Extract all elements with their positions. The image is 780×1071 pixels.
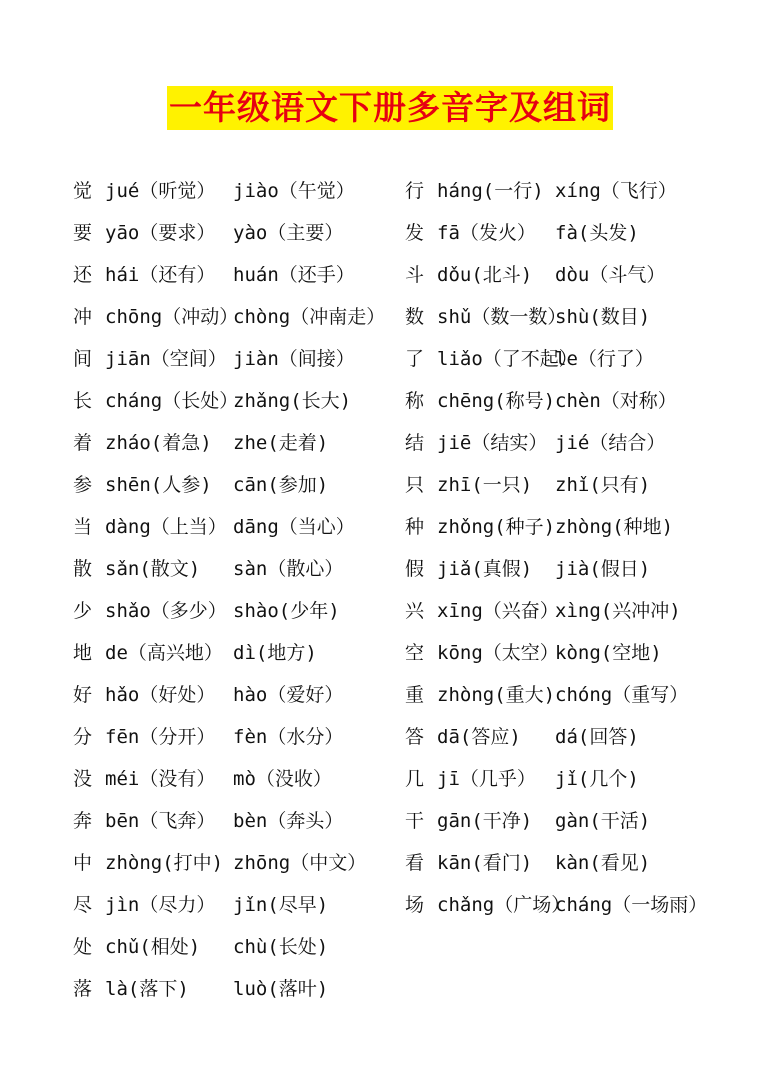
entry-character: 好 bbox=[73, 684, 93, 706]
char-entry bbox=[73, 800, 344, 842]
reading-two: jǐn(尽早) bbox=[233, 894, 329, 916]
char-entry bbox=[73, 842, 367, 884]
entry-character: 要 bbox=[73, 222, 93, 244]
char-entry bbox=[73, 548, 344, 590]
reading-two: chèn（对称） bbox=[555, 390, 677, 412]
entry-character: 行 bbox=[405, 180, 425, 202]
entry-character: 长 bbox=[73, 390, 93, 412]
reading-two: fèn（水分） bbox=[233, 726, 344, 748]
reading-one: jìn（尽力） bbox=[105, 894, 216, 916]
reading-one: yāo（要求） bbox=[105, 222, 216, 244]
reading-one: fā（发火） bbox=[437, 222, 536, 244]
char-entry bbox=[73, 212, 344, 254]
reading-one: shēn(人参) bbox=[105, 474, 212, 496]
entry-character: 落 bbox=[73, 978, 93, 1000]
reading-two: zhǐ(只有) bbox=[555, 474, 651, 496]
reading-two: jiào（午觉） bbox=[233, 180, 355, 202]
char-entry bbox=[73, 254, 355, 296]
entry-character: 种 bbox=[405, 516, 425, 538]
entry-character: 中 bbox=[73, 852, 93, 874]
entry-character: 空 bbox=[405, 642, 425, 664]
char-entry bbox=[73, 926, 329, 968]
reading-one: jué（听觉） bbox=[105, 180, 216, 202]
reading-one: dā(答应) bbox=[437, 726, 521, 748]
entry-character: 发 bbox=[405, 222, 425, 244]
reading-two: luò(落叶) bbox=[233, 978, 329, 1000]
char-entry bbox=[405, 254, 666, 296]
char-entry bbox=[405, 506, 674, 548]
reading-two: jiàn（间接） bbox=[233, 348, 355, 370]
reading-two: zhōng（中文） bbox=[233, 852, 367, 874]
entry-character: 斗 bbox=[405, 264, 425, 286]
reading-one: kān(看门) bbox=[437, 852, 533, 874]
reading-two: yào（主要） bbox=[233, 222, 344, 244]
reading-one: fēn（分开） bbox=[105, 726, 216, 748]
entry-character: 重 bbox=[405, 684, 425, 706]
entry-character: 分 bbox=[73, 726, 93, 748]
char-entry bbox=[405, 842, 651, 884]
char-entry bbox=[405, 800, 651, 842]
reading-one: zhòng(重大) bbox=[437, 684, 556, 706]
reading-one: liǎo（了不起） bbox=[437, 348, 578, 370]
reading-two: jià(假日) bbox=[555, 558, 651, 580]
reading-two: zhòng(种地) bbox=[555, 516, 674, 538]
reading-two: cān(参加) bbox=[233, 474, 329, 496]
reading-one: dàng（上当） bbox=[105, 516, 227, 538]
reading-one: jiē（结实） bbox=[437, 432, 548, 454]
char-entry bbox=[405, 380, 677, 422]
reading-two: zhǎng(长大) bbox=[233, 390, 352, 412]
reading-two: dāng（当心） bbox=[233, 516, 355, 538]
entry-character: 奔 bbox=[73, 810, 93, 832]
char-entry bbox=[73, 674, 344, 716]
entry-character: 着 bbox=[73, 432, 93, 454]
char-entry bbox=[405, 758, 639, 800]
reading-one: kōng（太空） bbox=[437, 642, 559, 664]
reading-two: cháng（一场雨） bbox=[555, 894, 708, 916]
entry-character: 结 bbox=[405, 432, 425, 454]
entry-character: 间 bbox=[73, 348, 93, 370]
entry-character: 答 bbox=[405, 726, 425, 748]
reading-one: méi（没有） bbox=[105, 768, 216, 790]
char-entry bbox=[73, 338, 355, 380]
reading-one: sǎn(散文) bbox=[105, 558, 201, 580]
reading-one: zháo(着急) bbox=[105, 432, 212, 454]
entry-character: 场 bbox=[405, 894, 425, 916]
char-entry bbox=[73, 422, 329, 464]
entry-character: 少 bbox=[73, 600, 93, 622]
char-entry bbox=[405, 674, 689, 716]
entry-character: 觉 bbox=[73, 180, 93, 202]
reading-one: chǎng（广场） bbox=[437, 894, 571, 916]
reading-one: xīng（兴奋） bbox=[437, 600, 559, 622]
entry-character: 称 bbox=[405, 390, 425, 412]
reading-two: shào(少年) bbox=[233, 600, 340, 622]
entry-character: 假 bbox=[405, 558, 425, 580]
reading-one: de（高兴地） bbox=[105, 642, 223, 664]
char-entry bbox=[405, 716, 639, 758]
reading-two: dá(回答) bbox=[555, 726, 639, 748]
entry-character: 还 bbox=[73, 264, 93, 286]
reading-two: chóng（重写） bbox=[555, 684, 689, 706]
entry-character: 几 bbox=[405, 768, 425, 790]
reading-two: xíng（飞行） bbox=[555, 180, 677, 202]
reading-two: kòng(空地) bbox=[555, 642, 662, 664]
page-title: 一年级语文下册多音字及组词 bbox=[167, 86, 613, 130]
reading-two: le（行了） bbox=[555, 348, 654, 370]
char-entry bbox=[405, 464, 651, 506]
left-column bbox=[73, 170, 386, 1010]
char-entry bbox=[405, 632, 662, 674]
char-entry bbox=[73, 590, 340, 632]
reading-two: zhe(走着) bbox=[233, 432, 329, 454]
reading-two: chù(长处) bbox=[233, 936, 329, 958]
reading-one: là(落下) bbox=[105, 978, 189, 1000]
entry-character: 干 bbox=[405, 810, 425, 832]
reading-one: hǎo（好处） bbox=[105, 684, 216, 706]
entry-character: 当 bbox=[73, 516, 93, 538]
reading-two: jié（结合） bbox=[555, 432, 666, 454]
char-entry bbox=[73, 884, 329, 926]
reading-one: jī（几乎） bbox=[437, 768, 536, 790]
reading-two: kàn(看见) bbox=[555, 852, 651, 874]
entry-character: 兴 bbox=[405, 600, 425, 622]
reading-two: gàn(干活) bbox=[555, 810, 651, 832]
char-entry bbox=[405, 338, 654, 380]
char-entry bbox=[405, 884, 708, 926]
char-entry bbox=[405, 590, 681, 632]
reading-one: jiǎ(真假) bbox=[437, 558, 533, 580]
reading-two: jǐ(几个) bbox=[555, 768, 639, 790]
reading-one: dǒu(北斗) bbox=[437, 264, 533, 286]
entry-character: 数 bbox=[405, 306, 425, 328]
char-entry bbox=[73, 506, 355, 548]
reading-two: chòng（冲南走） bbox=[233, 306, 386, 328]
entry-character: 只 bbox=[405, 474, 425, 496]
char-entry bbox=[405, 170, 677, 212]
reading-one: hái（还有） bbox=[105, 264, 216, 286]
reading-one: zhī(一只) bbox=[437, 474, 533, 496]
reading-two: mò（没收） bbox=[233, 768, 332, 790]
reading-one: shǎo（多少） bbox=[105, 600, 227, 622]
reading-one: háng(一行) bbox=[437, 180, 544, 202]
reading-two: dì(地方) bbox=[233, 642, 317, 664]
reading-one: shǔ（数一数） bbox=[437, 306, 567, 328]
char-entry bbox=[405, 296, 651, 338]
entry-character: 参 bbox=[73, 474, 93, 496]
reading-one: jiān（空间） bbox=[105, 348, 227, 370]
entry-character: 看 bbox=[405, 852, 425, 874]
reading-two: hào（爱好） bbox=[233, 684, 344, 706]
char-entry bbox=[73, 632, 317, 674]
entry-character: 冲 bbox=[73, 306, 93, 328]
reading-one: cháng（长处） bbox=[105, 390, 239, 412]
reading-one: zhòng(打中) bbox=[105, 852, 224, 874]
reading-one: bēn（飞奔） bbox=[105, 810, 216, 832]
reading-two: huán（还手） bbox=[233, 264, 355, 286]
reading-two: fà(头发) bbox=[555, 222, 639, 244]
reading-one: chēng(称号) bbox=[437, 390, 556, 412]
reading-two: dòu（斗气） bbox=[555, 264, 666, 286]
entry-character: 地 bbox=[73, 642, 93, 664]
entry-character: 处 bbox=[73, 936, 93, 958]
char-entry bbox=[73, 464, 329, 506]
entry-character: 散 bbox=[73, 558, 93, 580]
reading-two: bèn（奔头） bbox=[233, 810, 344, 832]
char-entry bbox=[73, 380, 352, 422]
char-entry bbox=[73, 296, 386, 338]
char-entry bbox=[73, 758, 332, 800]
entry-character: 没 bbox=[73, 768, 93, 790]
char-entry bbox=[73, 968, 329, 1010]
char-entry bbox=[73, 170, 355, 212]
char-entry bbox=[73, 716, 344, 758]
reading-one: chōng（冲动） bbox=[105, 306, 239, 328]
reading-two: xìng(兴冲冲) bbox=[555, 600, 681, 622]
reading-one: zhǒng(种子) bbox=[437, 516, 556, 538]
char-entry bbox=[405, 548, 651, 590]
reading-two: sàn（散心） bbox=[233, 558, 344, 580]
entry-character: 了 bbox=[405, 348, 425, 370]
entry-character: 尽 bbox=[73, 894, 93, 916]
reading-one: chǔ(相处) bbox=[105, 936, 201, 958]
title-wrap bbox=[0, 86, 780, 130]
char-entry bbox=[405, 212, 639, 254]
reading-two: shù(数目) bbox=[555, 306, 651, 328]
reading-one: gān(干净) bbox=[437, 810, 533, 832]
right-column bbox=[405, 170, 708, 926]
char-entry bbox=[405, 422, 666, 464]
